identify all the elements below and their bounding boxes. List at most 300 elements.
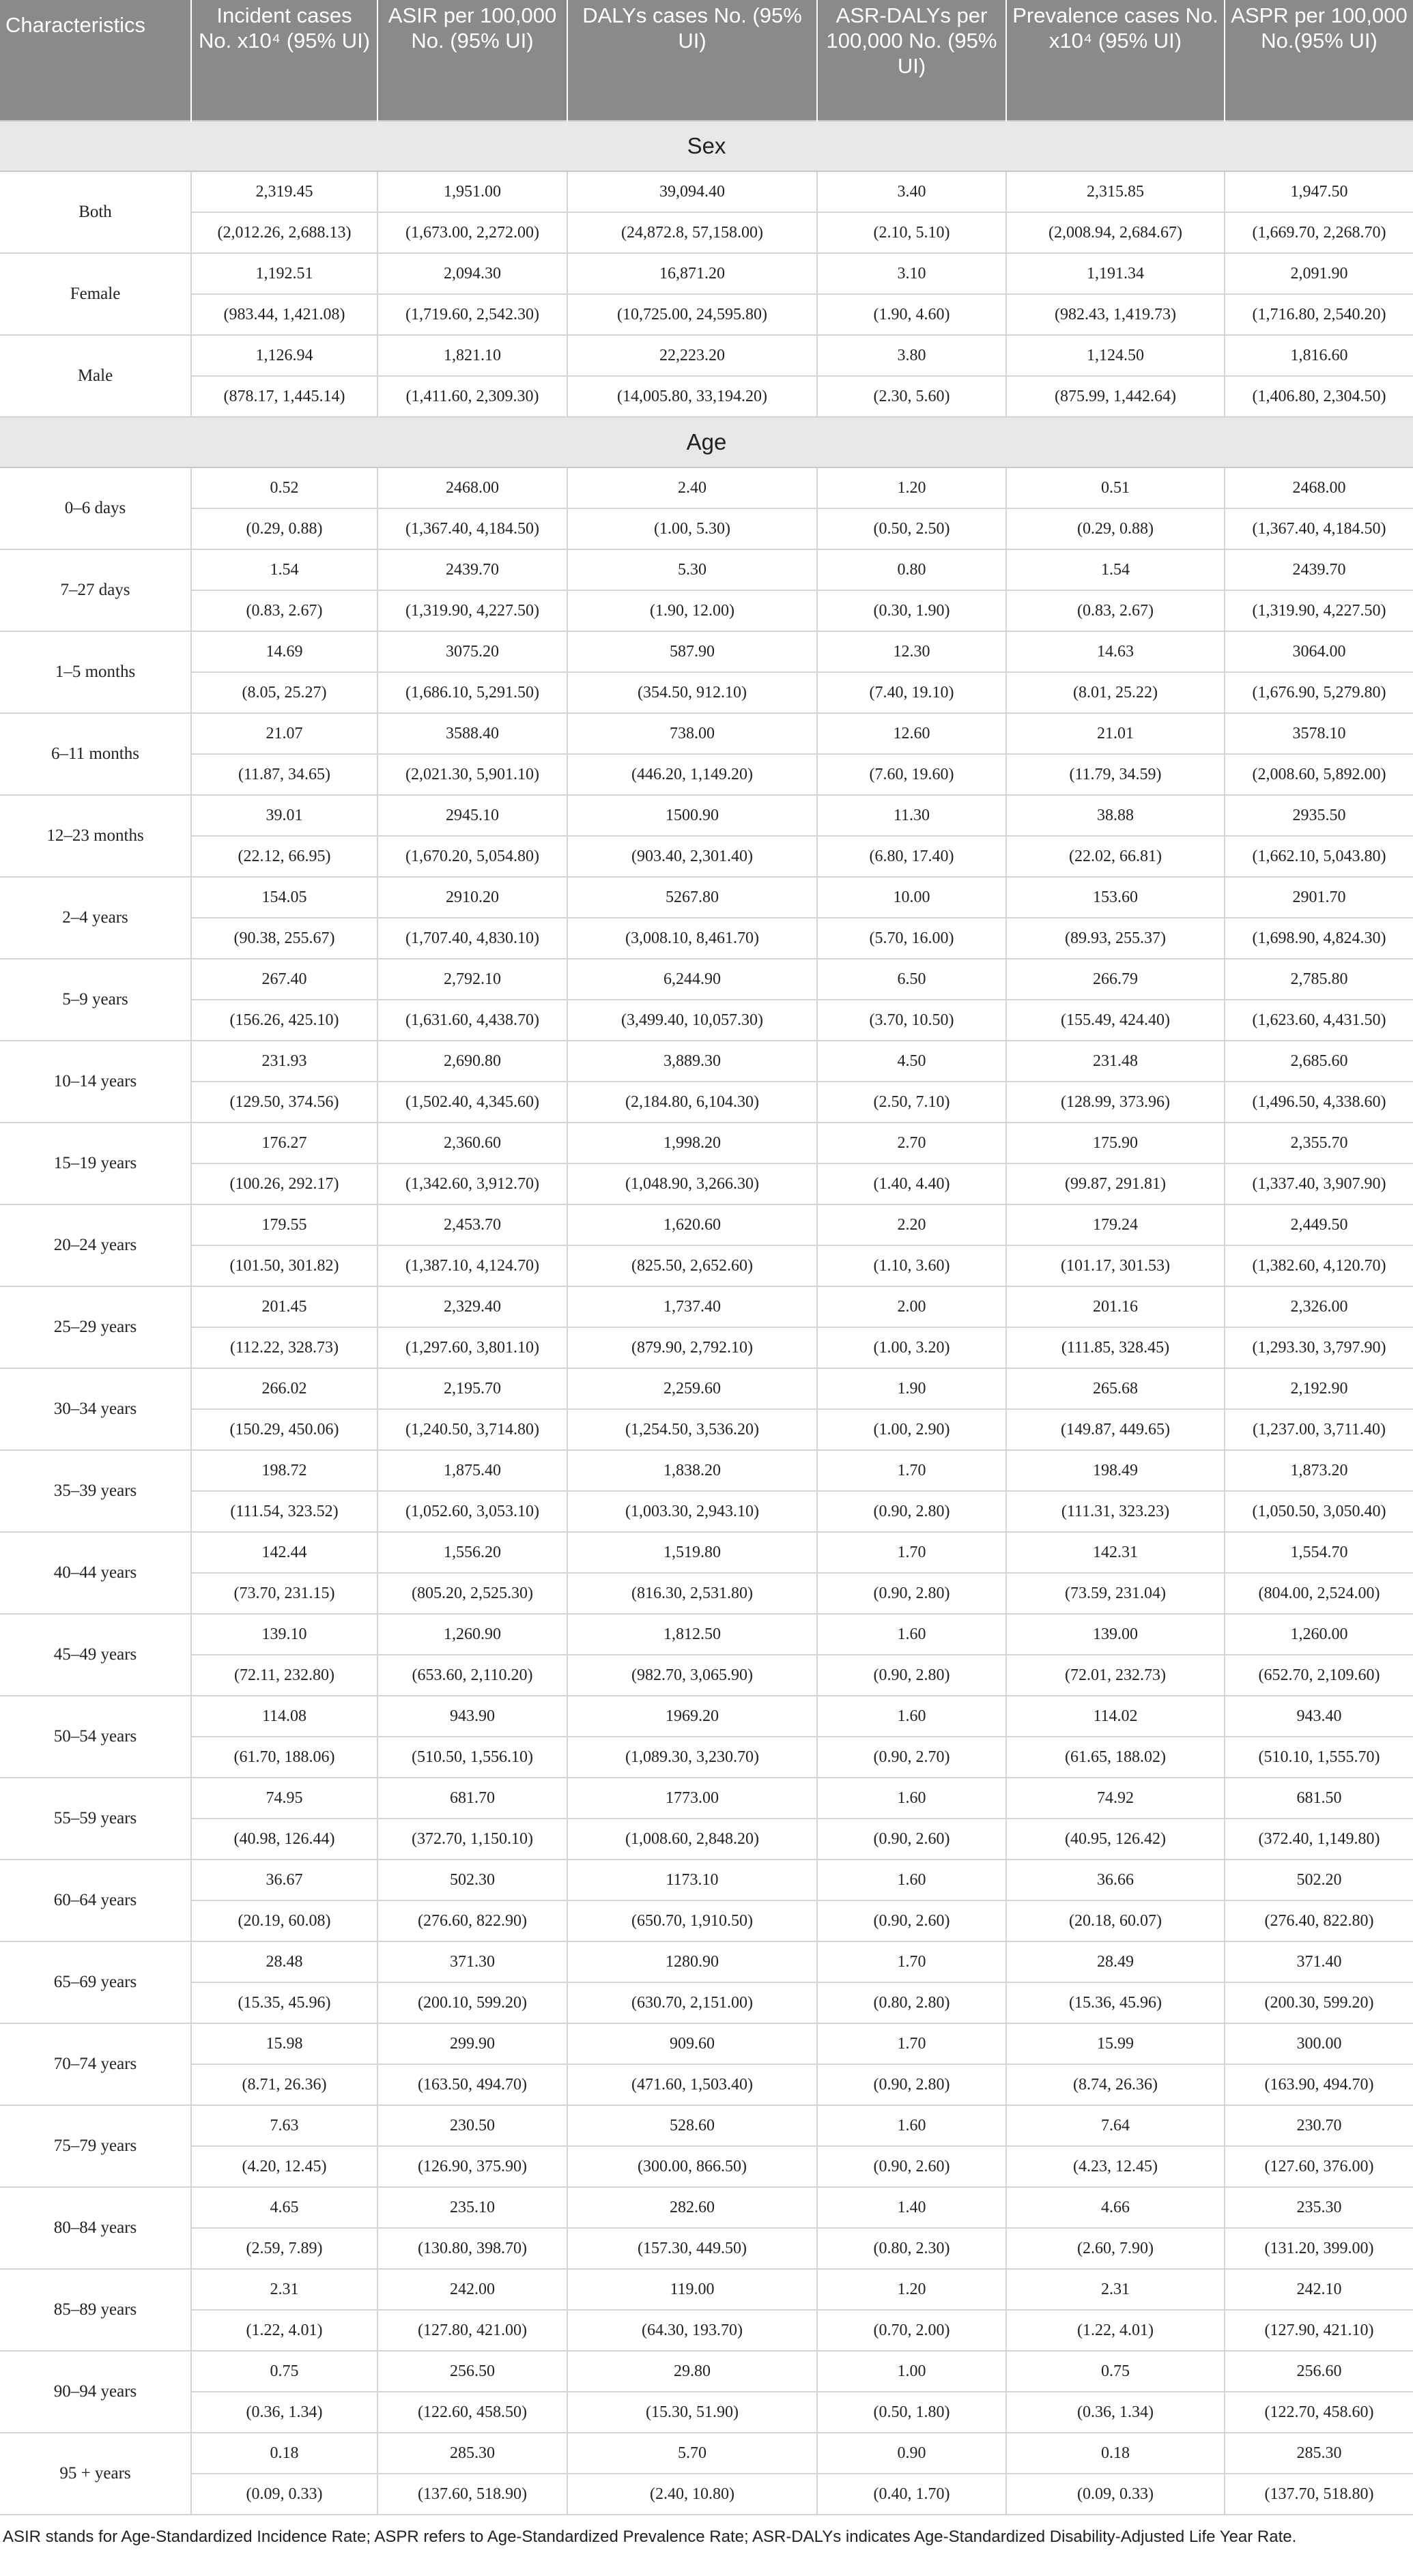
- row-label: 75–79 years: [0, 2105, 191, 2187]
- ui-cell: (2.50, 7.10): [817, 1082, 1006, 1123]
- ui-cell: (8.71, 26.36): [191, 2064, 377, 2105]
- value-cell: 235.10: [377, 2187, 567, 2228]
- ui-cell: (128.99, 373.96): [1006, 1082, 1225, 1123]
- ui-cell: (1,319.90, 4,227.50): [377, 590, 567, 631]
- value-cell: 265.68: [1006, 1368, 1225, 1409]
- ui-cell: (1.90, 4.60): [817, 294, 1006, 335]
- table-row: [0, 1859, 1413, 1900]
- ui-cell: (99.87, 291.81): [1006, 1163, 1225, 1204]
- ui-cell: (64.30, 193.70): [567, 2310, 817, 2351]
- row-label: 5–9 years: [0, 959, 191, 1041]
- ui-cell: (111.31, 323.23): [1006, 1491, 1225, 1532]
- value-cell: 2439.70: [377, 549, 567, 590]
- ui-cell: (0.90, 2.80): [817, 1573, 1006, 1614]
- ui-cell: (7.60, 19.60): [817, 754, 1006, 795]
- table-row-ui: [0, 2146, 1413, 2187]
- table-row-ui: [0, 1491, 1413, 1532]
- value-cell: 1.70: [817, 1941, 1006, 1982]
- value-cell: 153.60: [1006, 877, 1225, 918]
- value-cell: 139.00: [1006, 1614, 1225, 1655]
- row-label: 2–4 years: [0, 877, 191, 959]
- value-cell: 2,690.80: [377, 1041, 567, 1082]
- ui-cell: (127.80, 421.00): [377, 2310, 567, 2351]
- value-cell: 2.31: [191, 2269, 377, 2310]
- table-row-ui: [0, 2392, 1413, 2433]
- ui-cell: (72.01, 232.73): [1006, 1655, 1225, 1696]
- header-asir: ASIR per 100,000 No. (95% UI): [377, 0, 567, 121]
- ui-cell: (101.17, 301.53): [1006, 1245, 1225, 1286]
- ui-cell: (15.35, 45.96): [191, 1982, 377, 2023]
- ui-cell: (3,008.10, 8,461.70): [567, 918, 817, 959]
- ui-cell: (879.90, 2,792.10): [567, 1327, 817, 1368]
- ui-cell: (22.12, 66.95): [191, 836, 377, 877]
- table-row-ui: [0, 508, 1413, 549]
- ui-cell: (1,050.50, 3,050.40): [1225, 1491, 1413, 1532]
- value-cell: 1,821.10: [377, 335, 567, 376]
- value-cell: 1,838.20: [567, 1450, 817, 1491]
- value-cell: 1,260.90: [377, 1614, 567, 1655]
- value-cell: 528.60: [567, 2105, 817, 2146]
- ui-cell: (73.59, 231.04): [1006, 1573, 1225, 1614]
- table-row-ui: [0, 1327, 1413, 1368]
- value-cell: 285.30: [377, 2433, 567, 2474]
- value-cell: 6,244.90: [567, 959, 817, 1000]
- ui-cell: (983.44, 1,421.08): [191, 294, 377, 335]
- value-cell: 154.05: [191, 877, 377, 918]
- value-cell: 1,875.40: [377, 1450, 567, 1491]
- ui-cell: (1,623.60, 4,431.50): [1225, 1000, 1413, 1041]
- ui-cell: (130.80, 398.70): [377, 2228, 567, 2269]
- ui-cell: (0.90, 2.70): [817, 1737, 1006, 1778]
- value-cell: 1.70: [817, 2023, 1006, 2064]
- ui-cell: (982.43, 1,419.73): [1006, 294, 1225, 335]
- table-header: [0, 0, 1413, 121]
- ui-cell: (2.10, 5.10): [817, 212, 1006, 253]
- value-cell: 14.69: [191, 631, 377, 672]
- value-cell: 1,124.50: [1006, 335, 1225, 376]
- value-cell: 1,947.50: [1225, 171, 1413, 212]
- value-cell: 2,792.10: [377, 959, 567, 1000]
- section-header-row: [0, 417, 1413, 467]
- value-cell: 2935.50: [1225, 795, 1413, 836]
- table-row: [0, 2269, 1413, 2310]
- value-cell: 2,329.40: [377, 1286, 567, 1327]
- ui-cell: (0.70, 2.00): [817, 2310, 1006, 2351]
- value-cell: 2,449.50: [1225, 1204, 1413, 1245]
- ui-cell: (0.29, 0.88): [191, 508, 377, 549]
- value-cell: 5.30: [567, 549, 817, 590]
- ui-cell: (0.40, 1.70): [817, 2474, 1006, 2515]
- row-label: 55–59 years: [0, 1778, 191, 1859]
- ui-cell: (1,367.40, 4,184.50): [1225, 508, 1413, 549]
- value-cell: 3578.10: [1225, 713, 1413, 754]
- value-cell: 201.16: [1006, 1286, 1225, 1327]
- value-cell: 242.10: [1225, 2269, 1413, 2310]
- table-row-ui: [0, 376, 1413, 417]
- value-cell: 28.49: [1006, 1941, 1225, 1982]
- value-cell: 0.51: [1006, 467, 1225, 508]
- row-label: Both: [0, 171, 191, 253]
- value-cell: 3.80: [817, 335, 1006, 376]
- ui-cell: (1,008.60, 2,848.20): [567, 1819, 817, 1859]
- ui-cell: (73.70, 231.15): [191, 1573, 377, 1614]
- ui-cell: (15.30, 51.90): [567, 2392, 817, 2433]
- table-row: [0, 959, 1413, 1000]
- table-row-ui: [0, 294, 1413, 335]
- ui-cell: (1,089.30, 3,230.70): [567, 1737, 817, 1778]
- value-cell: 738.00: [567, 713, 817, 754]
- ui-cell: (112.22, 328.73): [191, 1327, 377, 1368]
- ui-cell: (163.90, 494.70): [1225, 2064, 1413, 2105]
- value-cell: 15.99: [1006, 2023, 1225, 2064]
- ui-cell: (126.90, 375.90): [377, 2146, 567, 2187]
- value-cell: 1,126.94: [191, 335, 377, 376]
- value-cell: 1.70: [817, 1532, 1006, 1573]
- value-cell: 3588.40: [377, 713, 567, 754]
- value-cell: 198.49: [1006, 1450, 1225, 1491]
- ui-cell: (1,669.70, 2,268.70): [1225, 212, 1413, 253]
- ui-cell: (2,008.60, 5,892.00): [1225, 754, 1413, 795]
- table-row-ui: [0, 1982, 1413, 2023]
- value-cell: 3075.20: [377, 631, 567, 672]
- table-row: [0, 1123, 1413, 1163]
- ui-cell: (2,008.94, 2,684.67): [1006, 212, 1225, 253]
- ui-cell: (2,184.80, 6,104.30): [567, 1082, 817, 1123]
- ui-cell: (137.70, 518.80): [1225, 2474, 1413, 2515]
- ui-cell: (1,411.60, 2,309.30): [377, 376, 567, 417]
- table-row: [0, 171, 1413, 212]
- value-cell: 371.30: [377, 1941, 567, 1982]
- value-cell: 371.40: [1225, 1941, 1413, 1982]
- value-cell: 2945.10: [377, 795, 567, 836]
- value-cell: 943.90: [377, 1696, 567, 1737]
- ui-cell: (1.22, 4.01): [191, 2310, 377, 2351]
- ui-cell: (982.70, 3,065.90): [567, 1655, 817, 1696]
- ui-cell: (0.83, 2.67): [191, 590, 377, 631]
- ui-cell: (372.70, 1,150.10): [377, 1819, 567, 1859]
- ui-cell: (875.99, 1,442.64): [1006, 376, 1225, 417]
- value-cell: 1.60: [817, 2105, 1006, 2146]
- table-row-ui: [0, 1655, 1413, 1696]
- ui-cell: (8.05, 25.27): [191, 672, 377, 713]
- row-label: 30–34 years: [0, 1368, 191, 1450]
- value-cell: 36.67: [191, 1859, 377, 1900]
- ui-cell: (1,707.40, 4,830.10): [377, 918, 567, 959]
- value-cell: 2,355.70: [1225, 1123, 1413, 1163]
- value-cell: 3064.00: [1225, 631, 1413, 672]
- value-cell: 175.90: [1006, 1123, 1225, 1163]
- value-cell: 3.10: [817, 253, 1006, 294]
- value-cell: 2,360.60: [377, 1123, 567, 1163]
- value-cell: 11.30: [817, 795, 1006, 836]
- value-cell: 2,785.80: [1225, 959, 1413, 1000]
- value-cell: 1.60: [817, 1614, 1006, 1655]
- value-cell: 231.48: [1006, 1041, 1225, 1082]
- value-cell: 1,260.00: [1225, 1614, 1413, 1655]
- row-label: 0–6 days: [0, 467, 191, 549]
- header-asr-dalys: ASR-DALYs per 100,000 No. (95% UI): [817, 0, 1006, 121]
- value-cell: 2,192.90: [1225, 1368, 1413, 1409]
- ui-cell: (7.40, 19.10): [817, 672, 1006, 713]
- value-cell: 267.40: [191, 959, 377, 1000]
- ui-cell: (354.50, 912.10): [567, 672, 817, 713]
- ui-cell: (127.90, 421.10): [1225, 2310, 1413, 2351]
- row-label: 6–11 months: [0, 713, 191, 795]
- ui-cell: (129.50, 374.56): [191, 1082, 377, 1123]
- value-cell: 1,556.20: [377, 1532, 567, 1573]
- ui-cell: (1,698.90, 4,824.30): [1225, 918, 1413, 959]
- ui-cell: (0.80, 2.30): [817, 2228, 1006, 2269]
- value-cell: 36.66: [1006, 1859, 1225, 1900]
- table-row: [0, 1368, 1413, 1409]
- table-row: [0, 1941, 1413, 1982]
- row-label: 70–74 years: [0, 2023, 191, 2105]
- ui-cell: (156.26, 425.10): [191, 1000, 377, 1041]
- value-cell: 139.10: [191, 1614, 377, 1655]
- value-cell: 22,223.20: [567, 335, 817, 376]
- value-cell: 4.65: [191, 2187, 377, 2228]
- ui-cell: (3,499.40, 10,057.30): [567, 1000, 817, 1041]
- ui-cell: (61.70, 188.06): [191, 1737, 377, 1778]
- ui-cell: (1,237.00, 3,711.40): [1225, 1409, 1413, 1450]
- ui-cell: (163.50, 494.70): [377, 2064, 567, 2105]
- header-dalys-cases: DALYs cases No. (95% UI): [567, 0, 817, 121]
- value-cell: 502.30: [377, 1859, 567, 1900]
- ui-cell: (155.49, 424.40): [1006, 1000, 1225, 1041]
- value-cell: 39,094.40: [567, 171, 817, 212]
- value-cell: 2,091.90: [1225, 253, 1413, 294]
- value-cell: 3.40: [817, 171, 1006, 212]
- value-cell: 1,192.51: [191, 253, 377, 294]
- row-label: 10–14 years: [0, 1041, 191, 1123]
- value-cell: 16,871.20: [567, 253, 817, 294]
- ui-cell: (131.20, 399.00): [1225, 2228, 1413, 2269]
- table-row: [0, 253, 1413, 294]
- value-cell: 7.63: [191, 2105, 377, 2146]
- value-cell: 230.50: [377, 2105, 567, 2146]
- value-cell: 2,326.00: [1225, 1286, 1413, 1327]
- value-cell: 235.30: [1225, 2187, 1413, 2228]
- value-cell: 2.20: [817, 1204, 1006, 1245]
- table-row-ui: [0, 836, 1413, 877]
- value-cell: 10.00: [817, 877, 1006, 918]
- table-row: [0, 1614, 1413, 1655]
- value-cell: 2439.70: [1225, 549, 1413, 590]
- ui-cell: (1,662.10, 5,043.80): [1225, 836, 1413, 877]
- table-row-ui: [0, 1245, 1413, 1286]
- table-row-ui: [0, 2064, 1413, 2105]
- ui-cell: (805.20, 2,525.30): [377, 1573, 567, 1614]
- value-cell: 4.50: [817, 1041, 1006, 1082]
- table-row-ui: [0, 590, 1413, 631]
- ui-cell: (878.17, 1,445.14): [191, 376, 377, 417]
- value-cell: 1.60: [817, 1859, 1006, 1900]
- ui-cell: (8.01, 25.22): [1006, 672, 1225, 713]
- ui-cell: (1.40, 4.40): [817, 1163, 1006, 1204]
- header-incident-cases: Incident cases No. x10⁴ (95% UI): [191, 0, 377, 121]
- value-cell: 1.54: [1006, 549, 1225, 590]
- value-cell: 74.95: [191, 1778, 377, 1819]
- ui-cell: (650.70, 1,910.50): [567, 1900, 817, 1941]
- ui-cell: (11.87, 34.65): [191, 754, 377, 795]
- section-title: Age: [0, 417, 1413, 467]
- header-prevalence-cases: Prevalence cases No. x10⁴ (95% UI): [1006, 0, 1225, 121]
- ui-cell: (300.00, 866.50): [567, 2146, 817, 2187]
- ui-cell: (5.70, 16.00): [817, 918, 1006, 959]
- value-cell: 1,816.60: [1225, 335, 1413, 376]
- ui-cell: (1,319.90, 4,227.50): [1225, 590, 1413, 631]
- ui-cell: (15.36, 45.96): [1006, 1982, 1225, 2023]
- table-row: [0, 335, 1413, 376]
- table-row-ui: [0, 1163, 1413, 1204]
- value-cell: 1500.90: [567, 795, 817, 836]
- value-cell: 1,951.00: [377, 171, 567, 212]
- value-cell: 21.01: [1006, 713, 1225, 754]
- table-body: [0, 121, 1413, 2515]
- ui-cell: (2.60, 7.90): [1006, 2228, 1225, 2269]
- value-cell: 198.72: [191, 1450, 377, 1491]
- value-cell: 681.70: [377, 1778, 567, 1819]
- table-row: [0, 1041, 1413, 1082]
- table-row: [0, 1450, 1413, 1491]
- table-row: [0, 2187, 1413, 2228]
- ui-cell: (127.60, 376.00): [1225, 2146, 1413, 2187]
- ui-cell: (446.20, 1,149.20): [567, 754, 817, 795]
- ui-cell: (10,725.00, 24,595.80): [567, 294, 817, 335]
- value-cell: 587.90: [567, 631, 817, 672]
- ui-cell: (653.60, 2,110.20): [377, 1655, 567, 1696]
- value-cell: 2,685.60: [1225, 1041, 1413, 1082]
- value-cell: 2,259.60: [567, 1368, 817, 1409]
- table-row-ui: [0, 1000, 1413, 1041]
- ui-cell: (0.90, 2.60): [817, 1819, 1006, 1859]
- value-cell: 1.20: [817, 2269, 1006, 2310]
- value-cell: 2.00: [817, 1286, 1006, 1327]
- ui-cell: (1,502.40, 4,345.60): [377, 1082, 567, 1123]
- value-cell: 5.70: [567, 2433, 817, 2474]
- ui-cell: (0.90, 2.80): [817, 1491, 1006, 1532]
- row-label: Female: [0, 253, 191, 335]
- value-cell: 1,620.60: [567, 1204, 817, 1245]
- table-row-ui: [0, 754, 1413, 795]
- ui-cell: (630.70, 2,151.00): [567, 1982, 817, 2023]
- value-cell: 179.24: [1006, 1204, 1225, 1245]
- table-row-ui: [0, 2310, 1413, 2351]
- row-label: 90–94 years: [0, 2351, 191, 2433]
- value-cell: 266.02: [191, 1368, 377, 1409]
- value-cell: 0.18: [1006, 2433, 1225, 2474]
- ui-cell: (652.70, 2,109.60): [1225, 1655, 1413, 1696]
- row-label: 20–24 years: [0, 1204, 191, 1286]
- ui-cell: (2.30, 5.60): [817, 376, 1006, 417]
- value-cell: 242.00: [377, 2269, 567, 2310]
- table-row-ui: [0, 1819, 1413, 1859]
- value-cell: 2,195.70: [377, 1368, 567, 1409]
- value-cell: 6.50: [817, 959, 1006, 1000]
- value-cell: 14.63: [1006, 631, 1225, 672]
- value-cell: 142.31: [1006, 1532, 1225, 1573]
- ui-cell: (22.02, 66.81): [1006, 836, 1225, 877]
- value-cell: 285.30: [1225, 2433, 1413, 2474]
- value-cell: 266.79: [1006, 959, 1225, 1000]
- ui-cell: (0.09, 0.33): [191, 2474, 377, 2515]
- ui-cell: (0.90, 2.60): [817, 1900, 1006, 1941]
- value-cell: 4.66: [1006, 2187, 1225, 2228]
- value-cell: 0.18: [191, 2433, 377, 2474]
- ui-cell: (90.38, 255.67): [191, 918, 377, 959]
- ui-cell: (1,048.90, 3,266.30): [567, 1163, 817, 1204]
- ui-cell: (4.23, 12.45): [1006, 2146, 1225, 2187]
- ui-cell: (1.00, 2.90): [817, 1409, 1006, 1450]
- value-cell: 3,889.30: [567, 1041, 817, 1082]
- ui-cell: (0.90, 2.80): [817, 2064, 1006, 2105]
- value-cell: 176.27: [191, 1123, 377, 1163]
- value-cell: 142.44: [191, 1532, 377, 1573]
- row-label: 35–39 years: [0, 1450, 191, 1532]
- ui-cell: (20.18, 60.07): [1006, 1900, 1225, 1941]
- ui-cell: (1,673.00, 2,272.00): [377, 212, 567, 253]
- ui-cell: (14,005.80, 33,194.20): [567, 376, 817, 417]
- value-cell: 5267.80: [567, 877, 817, 918]
- value-cell: 1,519.80: [567, 1532, 817, 1573]
- value-cell: 114.02: [1006, 1696, 1225, 1737]
- ui-cell: (1,052.60, 3,053.10): [377, 1491, 567, 1532]
- table-row-ui: [0, 1573, 1413, 1614]
- ui-cell: (4.20, 12.45): [191, 2146, 377, 2187]
- value-cell: 179.55: [191, 1204, 377, 1245]
- value-cell: 0.75: [1006, 2351, 1225, 2392]
- value-cell: 1,998.20: [567, 1123, 817, 1163]
- ui-cell: (0.36, 1.34): [1006, 2392, 1225, 2433]
- table-row: [0, 1286, 1413, 1327]
- value-cell: 28.48: [191, 1941, 377, 1982]
- value-cell: 2901.70: [1225, 877, 1413, 918]
- ui-cell: (11.79, 34.59): [1006, 754, 1225, 795]
- row-label: 12–23 months: [0, 795, 191, 877]
- ui-cell: (816.30, 2,531.80): [567, 1573, 817, 1614]
- ui-cell: (61.65, 188.02): [1006, 1737, 1225, 1778]
- ui-cell: (40.95, 126.42): [1006, 1819, 1225, 1859]
- ui-cell: (1.00, 5.30): [567, 508, 817, 549]
- value-cell: 2,094.30: [377, 253, 567, 294]
- ui-cell: (24,872.8, 57,158.00): [567, 212, 817, 253]
- ui-cell: (1,406.80, 2,304.50): [1225, 376, 1413, 417]
- row-label: 25–29 years: [0, 1286, 191, 1368]
- value-cell: 2,315.85: [1006, 171, 1225, 212]
- ui-cell: (149.87, 449.65): [1006, 1409, 1225, 1450]
- value-cell: 1.70: [817, 1450, 1006, 1491]
- value-cell: 231.93: [191, 1041, 377, 1082]
- value-cell: 1773.00: [567, 1778, 817, 1819]
- value-cell: 15.98: [191, 2023, 377, 2064]
- ui-cell: (6.80, 17.40): [817, 836, 1006, 877]
- header-aspr: ASPR per 100,000 No.(95% UI): [1225, 0, 1413, 121]
- ui-cell: (200.30, 599.20): [1225, 1982, 1413, 2023]
- value-cell: 1.00: [817, 2351, 1006, 2392]
- table-row: [0, 2105, 1413, 2146]
- value-cell: 1,812.50: [567, 1614, 817, 1655]
- value-cell: 12.30: [817, 631, 1006, 672]
- ui-cell: (1,382.60, 4,120.70): [1225, 1245, 1413, 1286]
- ui-cell: (2.40, 10.80): [567, 2474, 817, 2515]
- ui-cell: (101.50, 301.82): [191, 1245, 377, 1286]
- value-cell: 0.75: [191, 2351, 377, 2392]
- ui-cell: (1,716.80, 2,540.20): [1225, 294, 1413, 335]
- table-row: [0, 713, 1413, 754]
- row-label: 1–5 months: [0, 631, 191, 713]
- ui-cell: (0.50, 2.50): [817, 508, 1006, 549]
- ui-cell: (1,719.60, 2,542.30): [377, 294, 567, 335]
